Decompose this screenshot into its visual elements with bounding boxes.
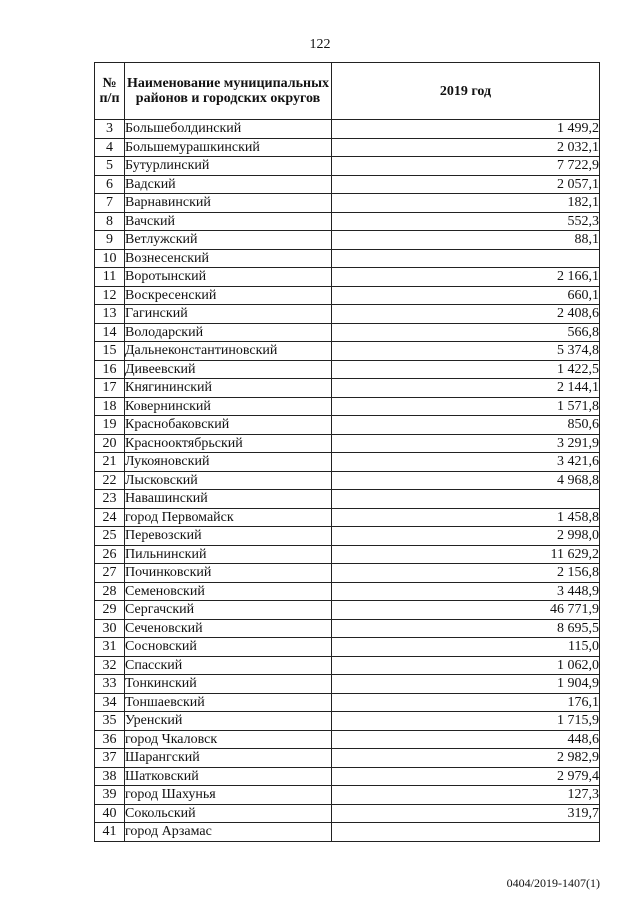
amount-2019: 176,1: [332, 693, 600, 712]
row-number: 38: [95, 767, 125, 786]
table-row: [95, 767, 600, 786]
row-number: 41: [95, 823, 125, 842]
table-header-row: [95, 63, 600, 120]
table-row: [95, 249, 600, 268]
municipality-name: Вачский: [125, 212, 332, 231]
row-number: 13: [95, 305, 125, 324]
amount-2019: 182,1: [332, 194, 600, 213]
amount-2019: 127,3: [332, 786, 600, 805]
table-body: [95, 120, 600, 842]
table-row: [95, 601, 600, 620]
row-number: 11: [95, 268, 125, 287]
amount-2019: 3 421,6: [332, 453, 600, 472]
amount-2019: 2 982,9: [332, 749, 600, 768]
row-number: 25: [95, 527, 125, 546]
municipality-name: Воротынский: [125, 268, 332, 287]
row-number: 26: [95, 545, 125, 564]
municipality-name: Воскресенский: [125, 286, 332, 305]
municipality-name: Лысковский: [125, 471, 332, 490]
municipal-funding-table: [94, 62, 600, 842]
table-row: [95, 138, 600, 157]
row-number: 24: [95, 508, 125, 527]
row-number: 14: [95, 323, 125, 342]
municipality-name: Бутурлинский: [125, 157, 332, 176]
table-row: [95, 397, 600, 416]
row-number: 21: [95, 453, 125, 472]
amount-2019: 850,6: [332, 416, 600, 435]
amount-2019: 1 499,2: [332, 120, 600, 139]
amount-2019: 5 374,8: [332, 342, 600, 361]
table-row: [95, 656, 600, 675]
municipality-name: Володарский: [125, 323, 332, 342]
municipality-name: город Шахунья: [125, 786, 332, 805]
municipality-name: Дивеевский: [125, 360, 332, 379]
table-row: [95, 527, 600, 546]
municipality-name: Сеченовский: [125, 619, 332, 638]
municipality-name: Уренский: [125, 712, 332, 731]
amount-2019: [332, 490, 600, 509]
row-number: 23: [95, 490, 125, 509]
table-row: [95, 157, 600, 176]
table-row: [95, 342, 600, 361]
row-number: 28: [95, 582, 125, 601]
document-code: 0404/2019-1407(1): [506, 876, 600, 890]
amount-2019: 566,8: [332, 323, 600, 342]
amount-2019: 1 904,9: [332, 675, 600, 694]
amount-2019: 1 571,8: [332, 397, 600, 416]
table-row: [95, 286, 600, 305]
row-number: 8: [95, 212, 125, 231]
municipality-name: Княгининский: [125, 379, 332, 398]
amount-2019: 552,3: [332, 212, 600, 231]
amount-2019: 1 062,0: [332, 656, 600, 675]
municipality-name: город Чкаловск: [125, 730, 332, 749]
municipality-name: Шатковский: [125, 767, 332, 786]
table-row: [95, 786, 600, 805]
table-row: [95, 434, 600, 453]
amount-2019: 11 629,2: [332, 545, 600, 564]
table-row: [95, 212, 600, 231]
amount-2019: 1 422,5: [332, 360, 600, 379]
municipality-name: Сокольский: [125, 804, 332, 823]
amount-2019: 7 722,9: [332, 157, 600, 176]
municipality-name: Краснобаковский: [125, 416, 332, 435]
row-number: 3: [95, 120, 125, 139]
municipality-name: Краснооктябрьский: [125, 434, 332, 453]
amount-2019: 2 032,1: [332, 138, 600, 157]
row-number: 18: [95, 397, 125, 416]
header-number: № п/п: [95, 63, 125, 120]
row-number: 15: [95, 342, 125, 361]
row-number: 9: [95, 231, 125, 250]
table-row: [95, 564, 600, 583]
municipality-name: Пильнинский: [125, 545, 332, 564]
table-row: [95, 268, 600, 287]
table-row: [95, 582, 600, 601]
table-row: [95, 379, 600, 398]
row-number: 37: [95, 749, 125, 768]
amount-2019: 2 979,4: [332, 767, 600, 786]
row-number: 16: [95, 360, 125, 379]
table-row: [95, 508, 600, 527]
table-row: [95, 675, 600, 694]
row-number: 33: [95, 675, 125, 694]
table-row: [95, 638, 600, 657]
row-number: 35: [95, 712, 125, 731]
municipality-name: Ковернинский: [125, 397, 332, 416]
table-row: [95, 360, 600, 379]
amount-2019: 2 166,1: [332, 268, 600, 287]
table-row: [95, 453, 600, 472]
municipality-name: Вознесенский: [125, 249, 332, 268]
table-row: [95, 471, 600, 490]
row-number: 10: [95, 249, 125, 268]
municipality-name: город Арзамас: [125, 823, 332, 842]
amount-2019: 1 715,9: [332, 712, 600, 731]
row-number: 5: [95, 157, 125, 176]
table-row: [95, 305, 600, 324]
page-number: 122: [309, 37, 331, 52]
row-number: 40: [95, 804, 125, 823]
municipality-name: Семеновский: [125, 582, 332, 601]
row-number: 32: [95, 656, 125, 675]
amount-2019: [332, 249, 600, 268]
municipality-name: Дальнеконстантиновский: [125, 342, 332, 361]
table-row: [95, 175, 600, 194]
municipality-name: Шарангский: [125, 749, 332, 768]
row-number: 29: [95, 601, 125, 620]
amount-2019: 2 057,1: [332, 175, 600, 194]
amount-2019: 2 408,6: [332, 305, 600, 324]
amount-2019: 660,1: [332, 286, 600, 305]
municipality-name: Ветлужский: [125, 231, 332, 250]
table-row: [95, 490, 600, 509]
table-row: [95, 619, 600, 638]
municipality-name: Сосновский: [125, 638, 332, 657]
municipality-name: Вадский: [125, 175, 332, 194]
table-row: [95, 749, 600, 768]
amount-2019: 3 448,9: [332, 582, 600, 601]
header-year: 2019 год: [332, 63, 600, 120]
amount-2019: 88,1: [332, 231, 600, 250]
amount-2019: 115,0: [332, 638, 600, 657]
municipality-name: Лукояновский: [125, 453, 332, 472]
row-number: 31: [95, 638, 125, 657]
municipality-name: Перевозский: [125, 527, 332, 546]
amount-2019: 3 291,9: [332, 434, 600, 453]
row-number: 17: [95, 379, 125, 398]
municipality-name: Большеболдинский: [125, 120, 332, 139]
row-number: 36: [95, 730, 125, 749]
table-row: [95, 823, 600, 842]
amount-2019: 448,6: [332, 730, 600, 749]
table-row: [95, 416, 600, 435]
table-row: [95, 231, 600, 250]
row-number: 6: [95, 175, 125, 194]
municipality-name: Большемурашкинский: [125, 138, 332, 157]
table-row: [95, 730, 600, 749]
amount-2019: [332, 823, 600, 842]
table-row: [95, 120, 600, 139]
municipality-name: Тонкинский: [125, 675, 332, 694]
row-number: 39: [95, 786, 125, 805]
municipality-name: Гагинский: [125, 305, 332, 324]
municipality-name: Починковский: [125, 564, 332, 583]
amount-2019: 1 458,8: [332, 508, 600, 527]
row-number: 27: [95, 564, 125, 583]
amount-2019: 46 771,9: [332, 601, 600, 620]
row-number: 30: [95, 619, 125, 638]
municipality-name: Навашинский: [125, 490, 332, 509]
row-number: 34: [95, 693, 125, 712]
municipality-name: Варнавинский: [125, 194, 332, 213]
municipality-name: Тоншаевский: [125, 693, 332, 712]
row-number: 12: [95, 286, 125, 305]
header-name: Наименование муниципальных районов и городских округов: [125, 63, 332, 120]
municipality-name: город Первомайск: [125, 508, 332, 527]
municipality-name: Сергачский: [125, 601, 332, 620]
amount-2019: 2 998,0: [332, 527, 600, 546]
table-row: [95, 712, 600, 731]
amount-2019: 319,7: [332, 804, 600, 823]
amount-2019: 2 144,1: [332, 379, 600, 398]
amount-2019: 2 156,8: [332, 564, 600, 583]
row-number: 4: [95, 138, 125, 157]
row-number: 7: [95, 194, 125, 213]
table-row: [95, 323, 600, 342]
table-row: [95, 545, 600, 564]
row-number: 19: [95, 416, 125, 435]
amount-2019: 4 968,8: [332, 471, 600, 490]
municipality-name: Спасский: [125, 656, 332, 675]
table-row: [95, 194, 600, 213]
table-row: [95, 804, 600, 823]
amount-2019: 8 695,5: [332, 619, 600, 638]
row-number: 20: [95, 434, 125, 453]
row-number: 22: [95, 471, 125, 490]
table-row: [95, 693, 600, 712]
